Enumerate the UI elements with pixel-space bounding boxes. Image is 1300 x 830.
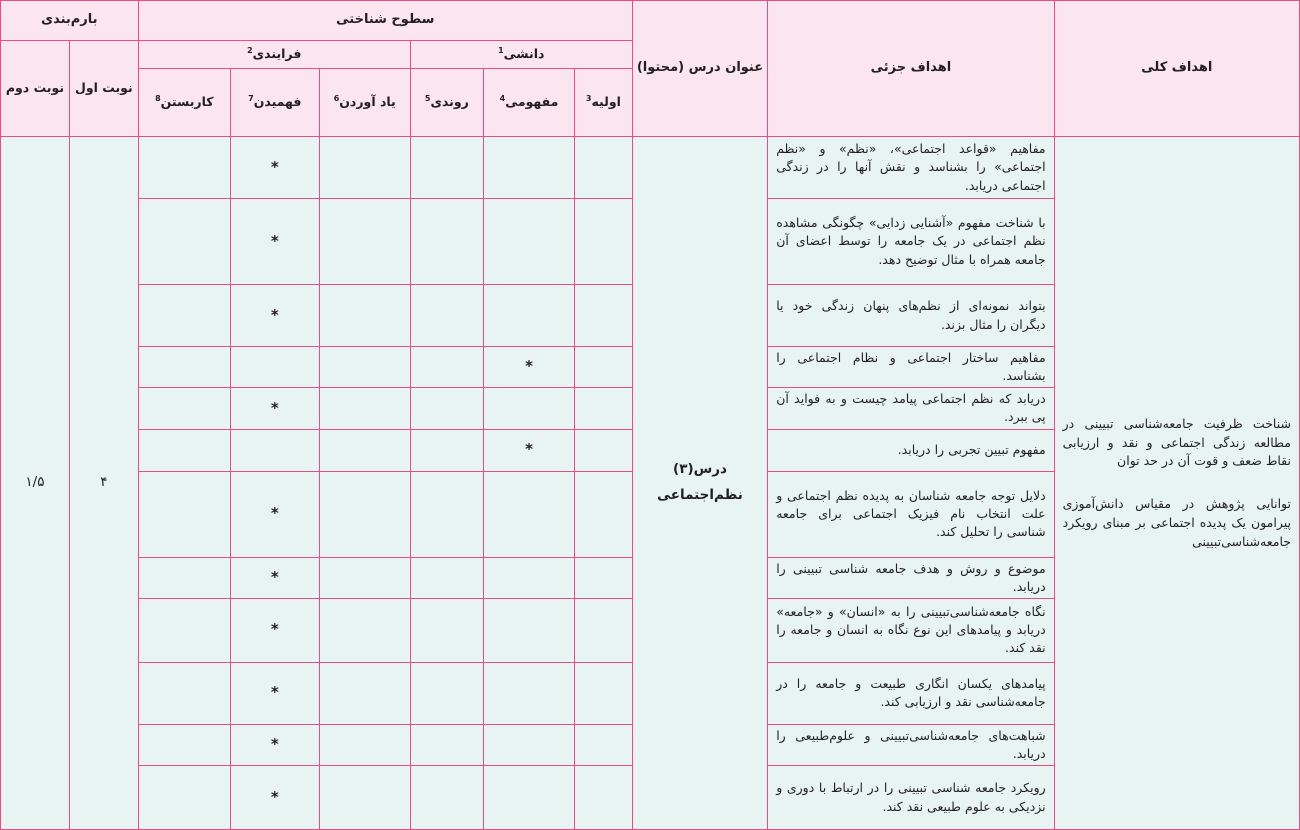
level-cell-conceptual — [484, 285, 575, 347]
level-cell-remembering — [319, 137, 410, 199]
level-cell-remembering — [319, 388, 410, 429]
level-cell-conceptual — [484, 598, 575, 662]
level-cell-initial — [575, 598, 633, 662]
level-cell-applying — [138, 662, 230, 724]
level-cell-procedural — [410, 598, 483, 662]
level-cell-applying — [138, 137, 230, 199]
level-cell-applying — [138, 347, 230, 388]
level-cell-understanding — [230, 388, 319, 429]
level-mark: * — [270, 620, 279, 639]
level-cell-procedural — [410, 724, 483, 765]
header-understanding: فهمیدن$^7$ — [230, 69, 319, 137]
level-cell-remembering — [319, 199, 410, 285]
specific-goal-text: نگاه جامعه‌شناسی‌تبیینی را به «انسان» و «جامعه» دریابد و پیامدهای این نوع نگاه به انسان و جامعه را نقد کند. — [768, 598, 1054, 662]
level-mark: * — [270, 305, 279, 324]
level-cell-initial — [575, 137, 633, 199]
specific-goal-text: رویکرد جامعه شناسی تبیینی را در ارتباط با دوری و نزدیکی به علوم طبیعی نقد کند. — [768, 766, 1054, 830]
lesson-number: درس(۳) — [673, 461, 727, 478]
specific-goal-text: دریابد که نظم اجتماعی پیامد چیست و به فواید آن پی ببرد. — [768, 388, 1054, 429]
general-goal-text: شناخت ظرفیت جامعه‌شناسی تبیینی در مطالعه زندگی اجتماعی و نقد و ارزیابی نقاط ضعف و قوت آن در حد توان — [1062, 415, 1291, 469]
grading-second-term: ۱/۵ — [1, 137, 70, 830]
level-cell-procedural — [410, 388, 483, 429]
level-cell-understanding — [230, 557, 319, 598]
specific-goal-text: پیامدهای یکسان انگاری طبیعت و جامعه را در جامعه‌شناسی نقد و ارزیابی کند. — [768, 662, 1054, 724]
level-cell-applying — [138, 471, 230, 557]
level-cell-remembering — [319, 285, 410, 347]
level-cell-conceptual — [484, 724, 575, 765]
level-cell-initial — [575, 199, 633, 285]
level-mark: * — [270, 504, 279, 523]
grading-first-term: ۴ — [69, 137, 138, 830]
level-cell-conceptual — [484, 137, 575, 199]
level-cell-conceptual — [484, 388, 575, 429]
level-cell-conceptual — [484, 429, 575, 471]
level-cell-initial — [575, 662, 633, 724]
level-cell-procedural — [410, 137, 483, 199]
level-mark: * — [270, 683, 279, 702]
level-cell-understanding — [230, 662, 319, 724]
level-mark: * — [270, 398, 279, 417]
level-cell-applying — [138, 724, 230, 765]
lesson-name: نظم‌اجتماعی — [657, 487, 743, 503]
level-cell-understanding — [230, 199, 319, 285]
level-cell-procedural — [410, 347, 483, 388]
level-cell-applying — [138, 557, 230, 598]
level-cell-procedural — [410, 662, 483, 724]
level-cell-remembering — [319, 471, 410, 557]
table-row — [1, 137, 1300, 199]
level-cell-procedural — [410, 471, 483, 557]
header-knowledge: دانشی$^1$ — [410, 41, 632, 69]
specific-goal-text: مفاهیم ساختار اجتماعی و نظام اجتماعی را بشناسد. — [768, 347, 1054, 388]
header-specific-goals: اهداف جزئی — [768, 1, 1054, 137]
level-cell-understanding — [230, 285, 319, 347]
specific-goal-text: با شناخت مفهوم «آشنایی زدایی» چگونگی مشاهده نظم اجتماعی در یک جامعه را توسط اعضای آن جامعه همراه با مثال توضیح دهد. — [768, 199, 1054, 285]
level-cell-applying — [138, 766, 230, 830]
level-cell-conceptual — [484, 471, 575, 557]
specific-goal-text: مفاهیم «قواعد اجتماعی»، «نظم» و «نظم اجتماعی» را بشناسد و نقش آنها را در زندگی اجتماعی دریابد. — [768, 137, 1054, 199]
specific-goal-text: مفهوم تبیین تجربی را دریابد. — [768, 429, 1054, 471]
header-lesson-title: عنوان درس (محتوا) — [632, 1, 767, 137]
level-cell-initial — [575, 471, 633, 557]
level-cell-understanding — [230, 724, 319, 765]
header-process: فرایندی$^2$ — [138, 41, 410, 69]
header-applying: کاربستن$^8$ — [138, 69, 230, 137]
level-cell-initial — [575, 388, 633, 429]
level-mark: * — [270, 231, 279, 250]
level-cell-initial — [575, 766, 633, 830]
level-cell-conceptual — [484, 766, 575, 830]
level-cell-conceptual — [484, 662, 575, 724]
level-mark: * — [525, 357, 533, 376]
level-cell-procedural — [410, 557, 483, 598]
level-cell-initial — [575, 557, 633, 598]
header-first-term: نوبت اول — [69, 41, 138, 137]
level-cell-remembering — [319, 766, 410, 830]
level-mark: * — [270, 157, 279, 176]
header-grading: بارم‌بندی — [1, 1, 139, 41]
level-cell-applying — [138, 598, 230, 662]
general-goals-cell — [1054, 137, 1299, 830]
level-cell-procedural — [410, 285, 483, 347]
header-general-goals: اهداف کلی — [1054, 1, 1299, 137]
specific-goal-text: بتواند نمونه‌ای از نظم‌های پنهان زندگی خود یا دیگران را مثال بزند. — [768, 285, 1054, 347]
level-cell-remembering — [319, 662, 410, 724]
lesson-title-cell — [632, 137, 767, 830]
header-cognitive-levels: سطوح شناختی — [138, 1, 632, 41]
level-cell-procedural — [410, 766, 483, 830]
level-cell-initial — [575, 429, 633, 471]
level-cell-applying — [138, 285, 230, 347]
level-cell-remembering — [319, 724, 410, 765]
header-initial: اولیه$^3$ — [575, 69, 633, 137]
header-second-term: نوبت دوم — [1, 41, 70, 137]
level-cell-understanding — [230, 766, 319, 830]
level-cell-procedural — [410, 199, 483, 285]
header-procedural: روندی$^5$ — [410, 69, 483, 137]
general-goal-text: توانایی پژوهش در مقیاس دانش‌آموزی پیرامون یک پدیده اجتماعی بر مبنای رویکرد جامعه‌شناسی‌تبیینی — [1062, 496, 1291, 549]
level-cell-understanding — [230, 471, 319, 557]
level-cell-remembering — [319, 557, 410, 598]
level-cell-initial — [575, 724, 633, 765]
level-mark: * — [525, 440, 533, 459]
level-cell-conceptual — [484, 557, 575, 598]
level-cell-conceptual — [484, 347, 575, 388]
level-cell-remembering — [319, 347, 410, 388]
specific-goal-text: موضوع و روش و هدف جامعه شناسی تبیینی را دریابد. — [768, 557, 1054, 598]
level-cell-applying — [138, 199, 230, 285]
level-cell-understanding — [230, 429, 319, 471]
level-cell-initial — [575, 285, 633, 347]
level-cell-conceptual — [484, 199, 575, 285]
level-cell-understanding — [230, 347, 319, 388]
level-cell-initial — [575, 347, 633, 388]
level-mark: * — [270, 567, 279, 586]
specific-goal-text: شباهت‌های جامعه‌شناسی‌تبیینی و علوم‌طبیعی را دریابد. — [768, 724, 1054, 765]
level-cell-procedural — [410, 429, 483, 471]
level-cell-remembering — [319, 598, 410, 662]
level-cell-understanding — [230, 137, 319, 199]
level-cell-applying — [138, 429, 230, 471]
header-remembering: یاد آوردن$^6$ — [319, 69, 410, 137]
header-conceptual: مفهومی$^4$ — [484, 69, 575, 137]
level-cell-understanding — [230, 598, 319, 662]
specific-goal-text: دلایل توجه جامعه شناسان به پدیده نظم اجتماعی و علت انتخاب نام فیزیک اجتماعی برای جامعه شناسی را تحلیل کند. — [768, 471, 1054, 557]
level-cell-applying — [138, 388, 230, 429]
level-cell-remembering — [319, 429, 410, 471]
level-mark: * — [270, 735, 279, 753]
level-mark: * — [270, 787, 279, 806]
